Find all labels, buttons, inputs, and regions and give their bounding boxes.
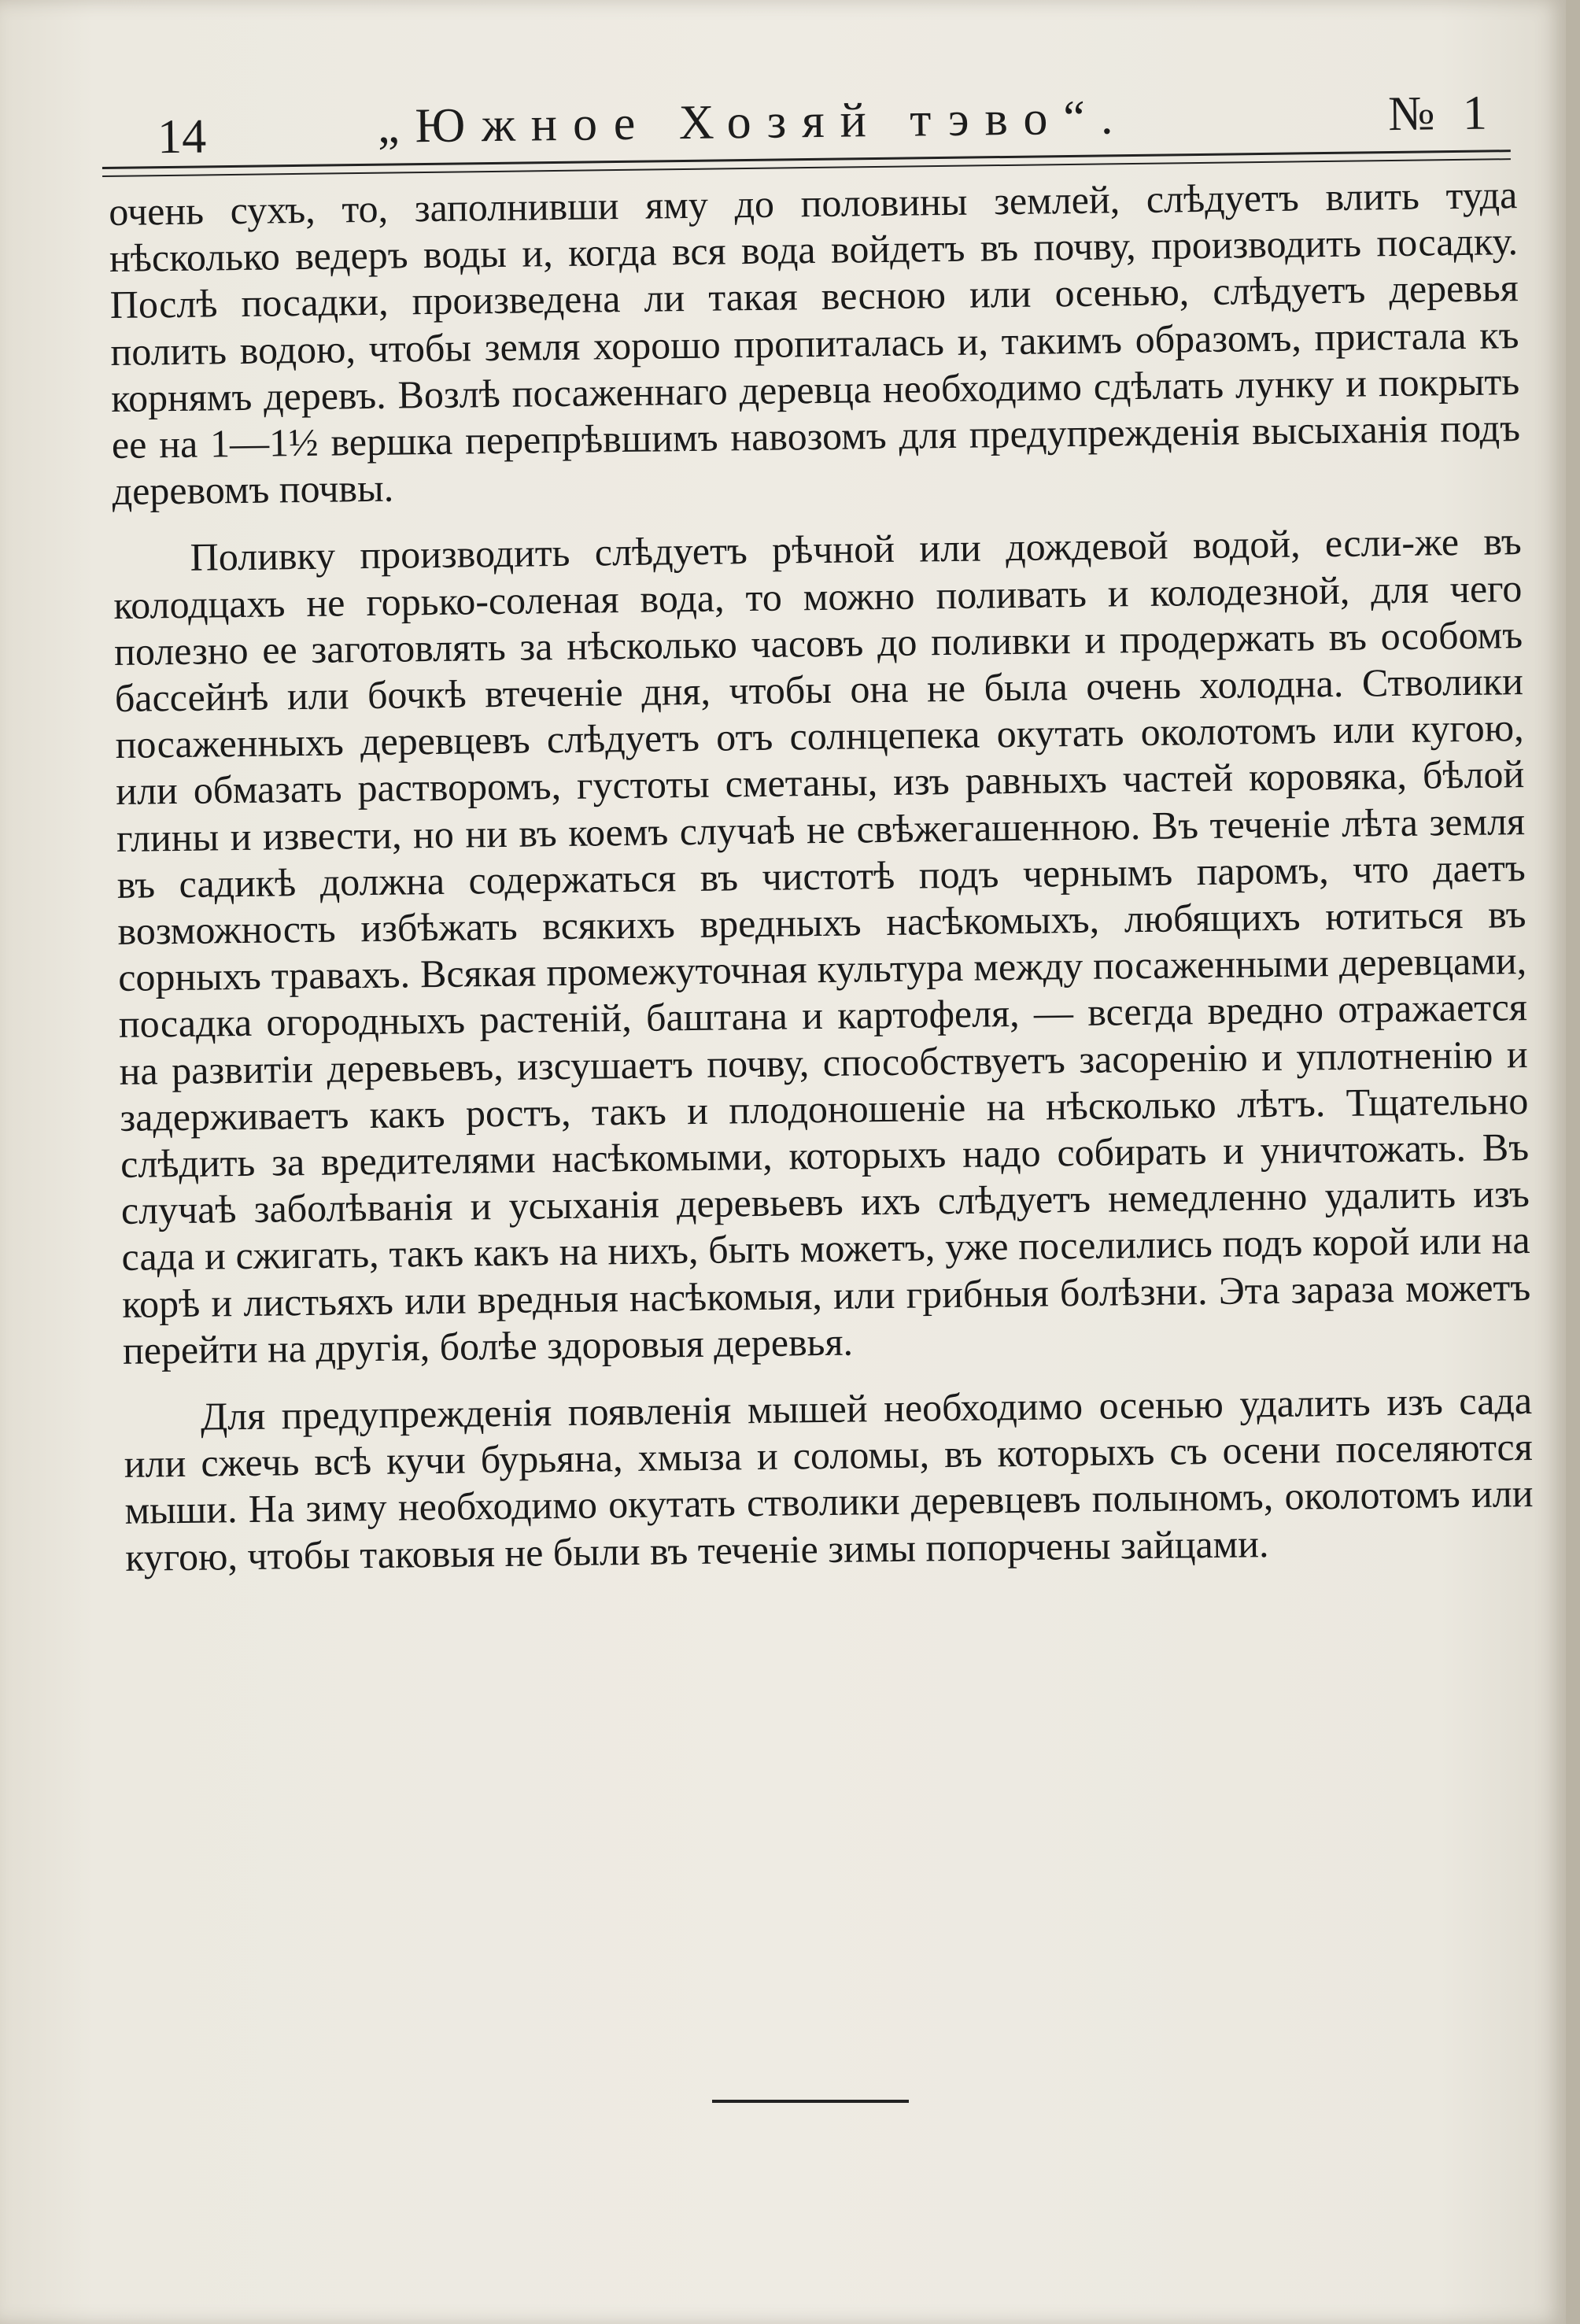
paragraph-2: Поливку производить слѣдуетъ рѣчной или дождевой водой, если-же въ колодцахъ не горько-соленая вода, то можно поливать и колодезной, для чего полезно ее заготовлять за нѣсколько часовъ до поливки и продержать въ особомъ бассейнѣ или бочкѣ втеченіе дня, чтобы она не была очень холодна. Стволики посаженныхъ деревцевъ слѣдуетъ отъ солнцепека окутать околотомъ или кугою, или обмазать растворомъ, густоты сметаны, изъ равныхъ частей коровяка, бѣлой глины и извести, но ни въ коемъ случаѣ не свѣжегашенною. Въ теченіе лѣта земля въ садикѣ должна содержаться въ чистотѣ подъ чернымъ паромъ, что даетъ возможность избѣжать всякихъ вредныхъ насѣкомыхъ, любящихъ ютиться въ сорныхъ травахъ. Всякая промежуточная культура между посаженными деревцами, посадка огородныхъ растеній, баштана и картофеля, — всегда вредно отражается на развитіи деревьевъ, изсушаетъ почву, способствуетъ засоренію и уплотненію и задерживаетъ какъ ростъ, такъ и плодоношеніе на нѣсколько лѣтъ. Тщательно слѣдить за вредителями насѣкомыми, которыхъ надо собирать и уничтожать. Въ случаѣ заболѣванія и усыханія деревьевъ ихъ слѣдуетъ немедленно удалить изъ сада и сжигать, такъ какъ на нихъ, быть можетъ, уже поселились подъ корой или на корѣ и листьяхъ или вредныя насѣкомыя, или грибныя болѣзни. Эта зараза можетъ перейти на другія, болѣе здоровыя деревья.: [113, 519, 1531, 1373]
issue-number: № 1: [1387, 86, 1496, 142]
article-body: [109, 172, 1534, 1581]
page-number: 14: [157, 109, 207, 164]
paragraph-3: Для предупрежденія появленія мышей необходимо осенью удалить изъ сада или сжечь всѣ кучи бурьяна, хмыза и соломы, въ которыхъ съ осени поселяются мыши. На зиму необходимо окутать стволики деревцевъ полыномъ, околотомъ или кугою, чтобы таковыя не были въ теченіе зимы попорчены зайцами.: [124, 1378, 1534, 1580]
end-rule: [712, 2100, 909, 2103]
running-title: „Южное Хозяй тэво“.: [377, 91, 1129, 153]
paragraph-1: очень сухъ, то, заполнивши яму до половины землей, слѣдуетъ влить туда нѣсколько ведеръ воды и, когда вся вода войдетъ въ почву, производить посадку. Послѣ посадки, произведена ли такая весною или осенью, слѣдуетъ деревья полить водою, чтобы земля хорошо пропиталась и, такимъ образомъ, пристала къ корнямъ деревъ. Возлѣ посаженнаго деревца необходимо сдѣлать лунку и покрыть ее на 1—1½ вершка перепрѣвшимъ навозомъ для предупрежденія высыханія подъ деревомъ почвы.: [109, 172, 1521, 514]
